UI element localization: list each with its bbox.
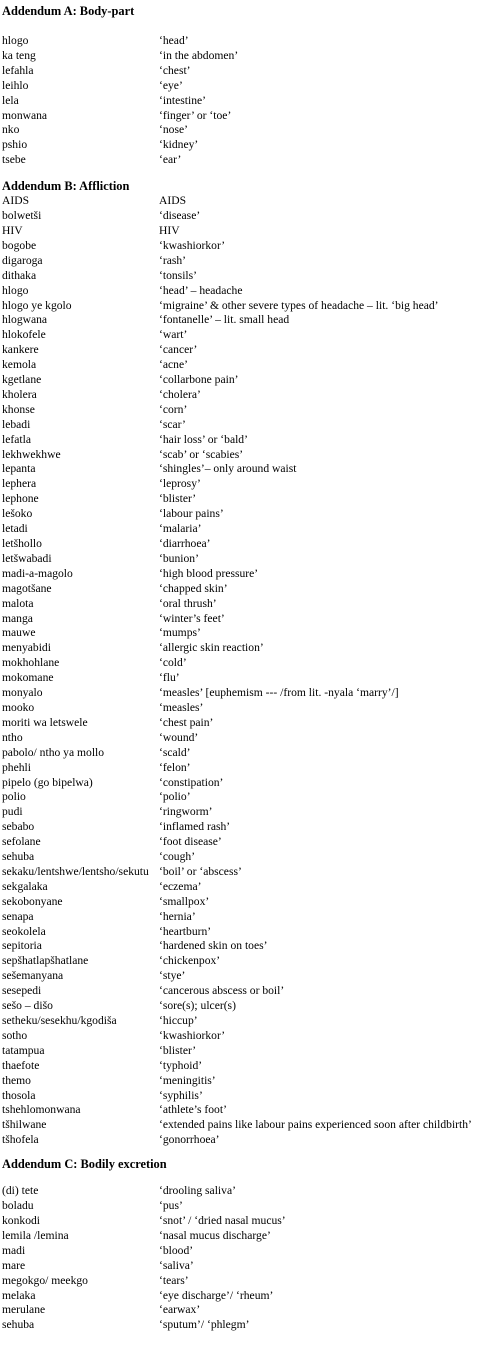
entry-gloss: ‘boil’ or ‘abscess’ bbox=[159, 864, 242, 878]
entry-gloss: ‘high blood pressure’ bbox=[159, 566, 259, 580]
entry-term: hlogo bbox=[2, 283, 29, 297]
glossary-entry bbox=[2, 194, 492, 209]
glossary-entry bbox=[2, 138, 492, 153]
entry-gloss: ‘fontanelle’ – lit. small head bbox=[159, 313, 290, 327]
entry-gloss: ‘tears’ bbox=[159, 1273, 189, 1287]
entry-gloss: ‘constipation’ bbox=[159, 775, 224, 789]
glossary-entry bbox=[2, 1059, 492, 1074]
glossary-entry bbox=[2, 373, 492, 388]
body-part-list bbox=[2, 34, 492, 168]
entry-gloss: ‘chickenpox’ bbox=[159, 954, 221, 968]
entry-term: sekgalaka bbox=[2, 879, 48, 893]
entry-term: hlogo bbox=[2, 34, 29, 47]
entry-gloss: ‘eye’ bbox=[159, 78, 183, 92]
entry-term: kankere bbox=[2, 343, 39, 357]
glossary-entry bbox=[2, 552, 492, 567]
glossary-entry bbox=[2, 969, 492, 984]
glossary-entry bbox=[2, 880, 492, 895]
glossary-entry bbox=[2, 567, 492, 582]
entry-gloss: ‘foot disease’ bbox=[159, 835, 222, 849]
glossary-entry bbox=[2, 835, 492, 850]
glossary-entry bbox=[2, 1229, 492, 1244]
entry-gloss: ‘saliva’ bbox=[159, 1258, 194, 1272]
glossary-entry bbox=[2, 79, 492, 94]
glossary-entry bbox=[2, 701, 492, 716]
entry-term: tatampua bbox=[2, 1043, 45, 1057]
glossary-entry bbox=[2, 49, 492, 64]
entry-term: sešo – dišo bbox=[2, 999, 53, 1013]
entry-gloss: ‘intestine’ bbox=[159, 93, 207, 107]
entry-gloss: ‘hernia’ bbox=[159, 909, 196, 923]
entry-term: magotšane bbox=[2, 581, 52, 595]
entry-gloss: ‘in the abdomen’ bbox=[159, 48, 239, 62]
entry-term: sotho bbox=[2, 1028, 28, 1042]
glossary-entry bbox=[2, 1303, 492, 1318]
glossary-entry bbox=[2, 850, 492, 865]
glossary-entry bbox=[2, 507, 492, 522]
entry-term: lefatla bbox=[2, 432, 31, 446]
entry-term: sekaku/lentshwe/lentsho/sekutu bbox=[2, 864, 149, 878]
entry-term: monwana bbox=[2, 108, 48, 122]
glossary-entry bbox=[2, 1044, 492, 1059]
entry-gloss: ‘sore(s); ulcer(s) bbox=[159, 999, 236, 1013]
entry-term: thosola bbox=[2, 1088, 36, 1102]
entry-gloss: ‘allergic skin reaction’ bbox=[159, 641, 264, 655]
glossary-entry bbox=[2, 418, 492, 433]
entry-gloss: ‘measles’ [euphemism --- /from lit. -nyala ‘marry’/] bbox=[159, 686, 399, 700]
glossary-entry bbox=[2, 910, 492, 925]
entry-term: mokomane bbox=[2, 671, 54, 685]
glossary-entry bbox=[2, 954, 492, 969]
entry-gloss: ‘kwashiorkor’ bbox=[159, 238, 226, 252]
entry-term: hlogwana bbox=[2, 313, 48, 327]
entry-term: tšhofela bbox=[2, 1133, 39, 1147]
glossary-entry bbox=[2, 1214, 492, 1229]
glossary-entry bbox=[2, 939, 492, 954]
entry-gloss: ‘scar’ bbox=[159, 417, 186, 431]
entry-gloss: ‘rash’ bbox=[159, 253, 187, 267]
entry-term: nko bbox=[2, 123, 20, 137]
glossary-entry bbox=[2, 153, 492, 168]
entry-gloss: ‘drooling saliva’ bbox=[159, 1184, 236, 1198]
entry-gloss: ‘ringworm’ bbox=[159, 805, 213, 819]
entry-term: lepanta bbox=[2, 462, 36, 476]
entry-term: khonse bbox=[2, 402, 35, 416]
glossary-entry bbox=[2, 109, 492, 124]
entry-term: lela bbox=[2, 93, 19, 107]
glossary-entry bbox=[2, 1089, 492, 1104]
entry-gloss: ‘meningitis’ bbox=[159, 1073, 216, 1087]
glossary-entry bbox=[2, 1244, 492, 1259]
entry-gloss: ‘ear’ bbox=[159, 153, 182, 167]
section-heading-b: Addendum B: Affliction bbox=[2, 179, 130, 194]
entry-term: AIDS bbox=[2, 194, 30, 208]
entry-term: madi bbox=[2, 1243, 26, 1257]
glossary-entry bbox=[2, 492, 492, 507]
glossary-entry bbox=[2, 761, 492, 776]
glossary-entry bbox=[2, 477, 492, 492]
glossary-entry bbox=[2, 1199, 492, 1214]
entry-gloss: ‘smallpox’ bbox=[159, 894, 210, 908]
glossary-entry bbox=[2, 34, 492, 49]
glossary-entry bbox=[2, 746, 492, 761]
entry-gloss: ‘gonorrhoea’ bbox=[159, 1133, 220, 1147]
entry-term: mooko bbox=[2, 700, 35, 714]
section-heading-a: Addendum A: Body-part bbox=[2, 4, 135, 18]
entry-term: mauwe bbox=[2, 626, 36, 640]
entry-term: lephone bbox=[2, 492, 39, 506]
entry-term: themo bbox=[2, 1073, 31, 1087]
entry-term: boladu bbox=[2, 1199, 34, 1213]
entry-gloss: ‘wart’ bbox=[159, 328, 188, 342]
entry-term: mare bbox=[2, 1258, 26, 1272]
glossary-entry bbox=[2, 94, 492, 109]
entry-term: sepšhatlapšhatlane bbox=[2, 954, 89, 968]
entry-gloss: ‘blister’ bbox=[159, 492, 197, 506]
glossary-entry bbox=[2, 1318, 492, 1333]
glossary-entry bbox=[2, 716, 492, 731]
entry-gloss: ‘cold’ bbox=[159, 656, 187, 670]
entry-term: sesepedi bbox=[2, 984, 42, 998]
glossary-entry bbox=[2, 123, 492, 138]
entry-term: manga bbox=[2, 611, 33, 625]
entry-gloss: ‘malaria’ bbox=[159, 522, 202, 536]
entry-gloss: ‘finger’ or ‘toe’ bbox=[159, 108, 232, 122]
entry-gloss: ‘earwax’ bbox=[159, 1303, 201, 1317]
glossary-entry bbox=[2, 224, 492, 239]
glossary-entry bbox=[2, 597, 492, 612]
entry-gloss: ‘blister’ bbox=[159, 1043, 197, 1057]
entry-term: tsebe bbox=[2, 153, 26, 167]
glossary-entry bbox=[2, 1259, 492, 1274]
glossary-entry bbox=[2, 284, 492, 299]
entry-gloss: ‘scab’ or ‘scabies’ bbox=[159, 447, 244, 461]
entry-term: sešemanyana bbox=[2, 969, 64, 983]
entry-gloss: ‘labour pains’ bbox=[159, 507, 224, 521]
entry-gloss: ‘polio’ bbox=[159, 790, 191, 804]
entry-gloss: ‘cough’ bbox=[159, 850, 196, 864]
entry-gloss: ‘snot’ / ‘dried nasal mucus’ bbox=[159, 1213, 286, 1227]
entry-term: sefolane bbox=[2, 835, 41, 849]
entry-term: pabolo/ ntho ya mollo bbox=[2, 745, 105, 759]
entry-gloss: ‘shingles’– only around waist bbox=[159, 462, 297, 476]
entry-term: pshio bbox=[2, 138, 28, 152]
entry-gloss: ‘extended pains like labour pains experienced soon after childbirth’ bbox=[159, 1118, 472, 1132]
entry-gloss: ‘chapped skin’ bbox=[159, 581, 228, 595]
entry-gloss: ‘wound’ bbox=[159, 730, 199, 744]
entry-term: lephera bbox=[2, 477, 37, 491]
entry-gloss: ‘nose’ bbox=[159, 123, 188, 137]
entry-term: sepitoria bbox=[2, 939, 42, 953]
entry-gloss: ‘pus’ bbox=[159, 1199, 183, 1213]
entry-term: kemola bbox=[2, 358, 37, 372]
entry-term: lefahla bbox=[2, 63, 34, 77]
glossary-entry bbox=[2, 999, 492, 1014]
glossary-entry bbox=[2, 403, 492, 418]
entry-gloss: ‘hiccup’ bbox=[159, 1014, 198, 1027]
glossary-entry bbox=[2, 582, 492, 597]
entry-gloss: ‘tonsils’ bbox=[159, 268, 198, 282]
entry-term: (di) tete bbox=[2, 1184, 39, 1198]
glossary-entry bbox=[2, 895, 492, 910]
entry-term: lešoko bbox=[2, 507, 33, 521]
glossary-entry bbox=[2, 612, 492, 627]
entry-term: sehuba bbox=[2, 1318, 35, 1332]
glossary-entry bbox=[2, 239, 492, 254]
entry-gloss: ‘corn’ bbox=[159, 402, 188, 416]
glossary-entry bbox=[2, 656, 492, 671]
glossary-entry bbox=[2, 686, 492, 701]
entry-term: sekobonyane bbox=[2, 894, 63, 908]
entry-term: mokhohlane bbox=[2, 656, 60, 670]
glossary-entry bbox=[2, 641, 492, 656]
entry-gloss: ‘oral thrush’ bbox=[159, 596, 217, 610]
entry-term: melaka bbox=[2, 1288, 36, 1302]
entry-gloss: ‘head’ – headache bbox=[159, 283, 243, 297]
glossary-entry bbox=[2, 1014, 492, 1029]
entry-term: kholera bbox=[2, 387, 37, 401]
glossary-entry bbox=[2, 790, 492, 805]
entry-gloss: ‘measles’ bbox=[159, 700, 204, 714]
entry-term: menyabidi bbox=[2, 641, 51, 655]
entry-gloss: ‘migraine’ & other severe types of headache – lit. ‘big head’ bbox=[159, 298, 439, 312]
entry-term: lemila /lemina bbox=[2, 1228, 69, 1242]
entry-gloss: ‘diarrhoea’ bbox=[159, 537, 211, 550]
glossary-entry bbox=[2, 776, 492, 791]
entry-gloss: ‘winter’s feet’ bbox=[159, 611, 225, 625]
glossary-entry bbox=[2, 64, 492, 79]
entry-gloss: ‘disease’ bbox=[159, 209, 201, 223]
glossary-entry bbox=[2, 1274, 492, 1289]
glossary-entry bbox=[2, 1074, 492, 1089]
entry-gloss: ‘chest’ bbox=[159, 63, 191, 77]
glossary-entry bbox=[2, 433, 492, 448]
entry-gloss: ‘kidney’ bbox=[159, 138, 199, 152]
glossary-entry bbox=[2, 388, 492, 403]
entry-term: ka teng bbox=[2, 48, 36, 62]
entry-gloss: ‘syphilis’ bbox=[159, 1088, 203, 1102]
entry-gloss: ‘cancerous abscess or boil’ bbox=[159, 984, 285, 998]
entry-gloss: ‘athlete’s foot’ bbox=[159, 1103, 227, 1117]
glossary-entry bbox=[2, 1029, 492, 1044]
entry-gloss: HIV bbox=[159, 223, 180, 237]
entry-term: pudi bbox=[2, 805, 23, 819]
entry-term: megokgo/ meekgo bbox=[2, 1273, 88, 1287]
entry-term: hlogo ye kgolo bbox=[2, 298, 72, 312]
glossary-entry bbox=[2, 462, 492, 477]
glossary-entry bbox=[2, 537, 492, 552]
entry-term: lekhwekhwe bbox=[2, 447, 61, 461]
glossary-entry bbox=[2, 448, 492, 463]
glossary-entry bbox=[2, 209, 492, 224]
glossary-entry bbox=[2, 313, 492, 328]
entry-gloss: ‘cancer’ bbox=[159, 343, 198, 357]
entry-term: sehuba bbox=[2, 850, 35, 864]
entry-gloss: ‘chest pain’ bbox=[159, 715, 214, 729]
entry-term: letšwabadi bbox=[2, 551, 52, 565]
entry-term: polio bbox=[2, 790, 26, 804]
bodily-excretion-list bbox=[2, 1184, 492, 1333]
glossary-entry bbox=[2, 299, 492, 314]
entry-term: konkodi bbox=[2, 1213, 41, 1227]
entry-gloss: ‘typhoid’ bbox=[159, 1058, 203, 1072]
glossary-entry bbox=[2, 626, 492, 641]
entry-term: sebabo bbox=[2, 820, 35, 834]
glossary-entry bbox=[2, 865, 492, 880]
affliction-list bbox=[2, 194, 492, 1148]
entry-term: bogobe bbox=[2, 238, 37, 252]
entry-gloss: ‘collarbone pain’ bbox=[159, 373, 239, 387]
glossary-entry bbox=[2, 984, 492, 999]
entry-term: letšhollo bbox=[2, 537, 42, 550]
entry-gloss: ‘eczema’ bbox=[159, 879, 202, 893]
glossary-entry bbox=[2, 343, 492, 358]
section-heading-c: Addendum C: Bodily excretion bbox=[2, 1157, 167, 1172]
entry-term: tshehlomonwana bbox=[2, 1103, 81, 1117]
entry-gloss: ‘stye’ bbox=[159, 969, 186, 983]
entry-term: pipelo (go bipelwa) bbox=[2, 775, 93, 789]
entry-term: lebadi bbox=[2, 417, 31, 431]
entry-gloss: ‘hardened skin on toes’ bbox=[159, 939, 268, 953]
entry-term: digaroga bbox=[2, 253, 43, 267]
entry-term: moriti wa letswele bbox=[2, 715, 88, 729]
glossary-entry bbox=[2, 731, 492, 746]
entry-gloss: ‘cholera’ bbox=[159, 387, 201, 401]
entry-gloss: ‘sputum’/ ‘phlegm’ bbox=[159, 1318, 250, 1332]
entry-term: letadi bbox=[2, 522, 28, 536]
entry-gloss: ‘mumps’ bbox=[159, 626, 201, 640]
glossary-entry bbox=[2, 358, 492, 373]
entry-term: dithaka bbox=[2, 268, 37, 282]
entry-gloss: ‘flu’ bbox=[159, 671, 180, 685]
entry-term: HIV bbox=[2, 223, 23, 237]
glossary-entry bbox=[2, 522, 492, 537]
entry-term: tšhilwane bbox=[2, 1118, 47, 1132]
entry-term: malota bbox=[2, 596, 34, 610]
entry-gloss: ‘hair loss’ or ‘bald’ bbox=[159, 432, 248, 446]
glossary-entry bbox=[2, 805, 492, 820]
glossary-entry bbox=[2, 328, 492, 343]
entry-gloss: ‘bunion’ bbox=[159, 551, 199, 565]
glossary-entry bbox=[2, 1103, 492, 1118]
entry-gloss: AIDS bbox=[159, 194, 187, 208]
glossary-entry bbox=[2, 269, 492, 284]
document-page bbox=[2, 4, 492, 1333]
entry-gloss: ‘felon’ bbox=[159, 760, 191, 774]
entry-term: madi-a-magolo bbox=[2, 566, 73, 580]
entry-gloss: ‘leprosy’ bbox=[159, 477, 201, 491]
glossary-entry bbox=[2, 1184, 492, 1199]
entry-gloss: ‘nasal mucus discharge’ bbox=[159, 1228, 271, 1242]
entry-term: thaefote bbox=[2, 1058, 40, 1072]
glossary-entry bbox=[2, 925, 492, 940]
entry-term: merulane bbox=[2, 1303, 46, 1317]
entry-term: senapa bbox=[2, 909, 34, 923]
entry-term: seokolela bbox=[2, 924, 46, 938]
glossary-entry bbox=[2, 1133, 492, 1148]
glossary-entry bbox=[2, 1118, 492, 1133]
glossary-entry bbox=[2, 820, 492, 835]
entry-gloss: ‘kwashiorkor’ bbox=[159, 1028, 226, 1042]
entry-term: monyalo bbox=[2, 686, 43, 700]
entry-term: leihlo bbox=[2, 78, 29, 92]
entry-gloss: ‘inflamed rash’ bbox=[159, 820, 231, 834]
entry-term: ntho bbox=[2, 730, 23, 744]
entry-term: bolwetši bbox=[2, 209, 42, 223]
entry-term: phehli bbox=[2, 760, 31, 774]
entry-gloss: ‘head’ bbox=[159, 34, 189, 47]
entry-gloss: ‘scald’ bbox=[159, 745, 191, 759]
entry-term: kgetlane bbox=[2, 373, 42, 387]
glossary-entry bbox=[2, 671, 492, 686]
entry-term: setheku/sesekhu/kgodiša bbox=[2, 1014, 117, 1027]
entry-gloss: ‘acne’ bbox=[159, 358, 188, 372]
entry-gloss: ‘heartburn’ bbox=[159, 924, 212, 938]
entry-term: hlokofele bbox=[2, 328, 46, 342]
entry-gloss: ‘blood’ bbox=[159, 1243, 194, 1257]
glossary-entry bbox=[2, 1289, 492, 1304]
entry-gloss: ‘eye discharge’/ ‘rheum’ bbox=[159, 1288, 274, 1302]
glossary-entry bbox=[2, 254, 492, 269]
